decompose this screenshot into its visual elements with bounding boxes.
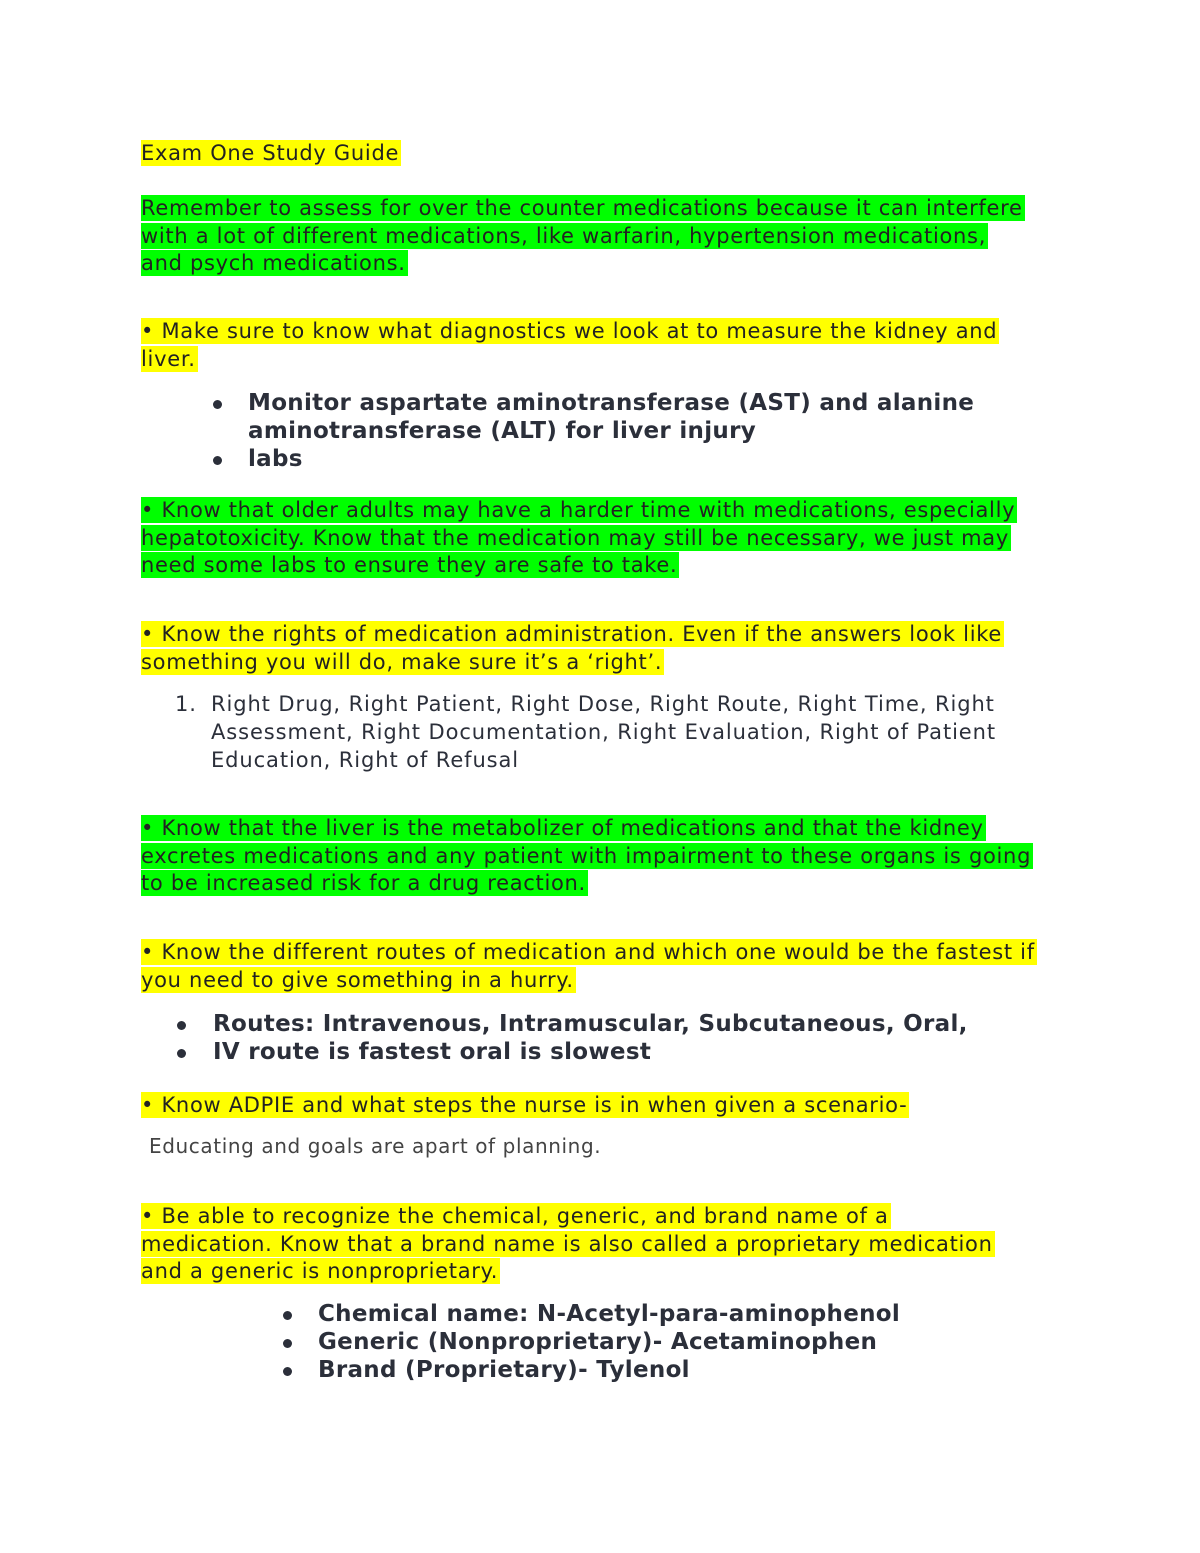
heading-text: • Be able to recognize the chemical, generic, and brand name of a medication. Know that a brand name is also called a proprietary medication and a generic is nonproprietary. — [141, 1204, 993, 1283]
list-item-text: IV route is fastest oral is slowest — [213, 1039, 652, 1065]
intro-text: Remember to assess for over the counter medications because it can interfere with a lot of different medications, like warfarin, hypertension medications, and psych medications. — [141, 196, 1023, 275]
list-number: 1. — [175, 692, 197, 716]
heading-text: • Know that older adults may have a harder time with medications, especially hepatotoxicity. Know that the medication may still be necessary, we just may need some labs to ensure they are safe to take. — [141, 498, 1016, 577]
section-heading-routes — [141, 939, 1041, 994]
bullet-icon — [283, 1339, 292, 1348]
heading-text: • Know the different routes of medication and which one would be the fastest if you need to give something in a hurry. — [141, 940, 1035, 992]
list-item-text: Generic (Nonproprietary)- Acetaminophen — [318, 1329, 878, 1355]
list-item — [213, 1038, 1113, 1066]
bullet-icon — [177, 1049, 186, 1058]
section-heading-older-adults — [141, 497, 1036, 580]
list-item — [248, 389, 1008, 445]
bullet-icon — [177, 1021, 186, 1030]
bullet-icon — [283, 1311, 292, 1320]
heading-text: • Know the rights of medication administration. Even if the answers look like something you will do, make sure it’s a ‘right’. — [141, 622, 1002, 674]
list-item — [318, 1356, 1138, 1384]
list-item — [175, 690, 1081, 774]
list-item-text: Brand (Proprietary)- Tylenol — [318, 1357, 690, 1383]
intro-paragraph — [141, 195, 1031, 278]
list-item-text: Chemical name: N-Acetyl-para-aminophenol — [318, 1301, 901, 1327]
list-item-text: Monitor aspartate aminotransferase (AST) and alanine aminotransferase (ALT) for liver injury — [248, 390, 975, 444]
heading-text: • Know that the liver is the metabolizer of medications and that the kidney excretes medications and any patient with impairment to these organs is going to be increased risk for a drug reaction. — [141, 816, 1032, 895]
document-title — [141, 140, 1141, 168]
bullet-icon — [213, 400, 222, 409]
bullet-icon — [283, 1367, 292, 1376]
list-item — [318, 1300, 1138, 1328]
rights-numbered-list — [175, 690, 1081, 774]
drug-names-bullet-list — [318, 1300, 1138, 1384]
heading-text: • Know ADPIE and what steps the nurse is in when given a scenario- — [141, 1093, 908, 1117]
list-item — [248, 445, 1008, 473]
list-item-text: Right Drug, Right Patient, Right Dose, Right Route, Right Time, Right Assessment, Right Documentation, Right Evaluation, Right of Patient Education, Right of Refusal — [211, 692, 996, 772]
bullet-icon — [213, 456, 222, 465]
section-heading-metabolism — [141, 815, 1041, 898]
section-heading-adpie — [141, 1092, 1141, 1120]
list-item — [318, 1328, 1138, 1356]
section-heading-rights — [141, 621, 1056, 676]
routes-bullet-list — [213, 1010, 1113, 1066]
section-heading-kidney-liver — [141, 318, 1036, 373]
section-heading-drug-names — [141, 1203, 1001, 1286]
liver-bullet-list — [248, 389, 1008, 473]
list-item-text: Routes: Intravenous, Intramuscular, Subcutaneous, Oral, — [213, 1011, 968, 1037]
list-item — [213, 1010, 1113, 1038]
list-item-text: labs — [248, 446, 303, 472]
heading-text: • Make sure to know what diagnostics we look at to measure the kidney and liver. — [141, 319, 998, 371]
title-text: Exam One Study Guide — [141, 141, 400, 165]
adpie-note: Educating and goals are apart of planning. — [149, 1134, 602, 1158]
